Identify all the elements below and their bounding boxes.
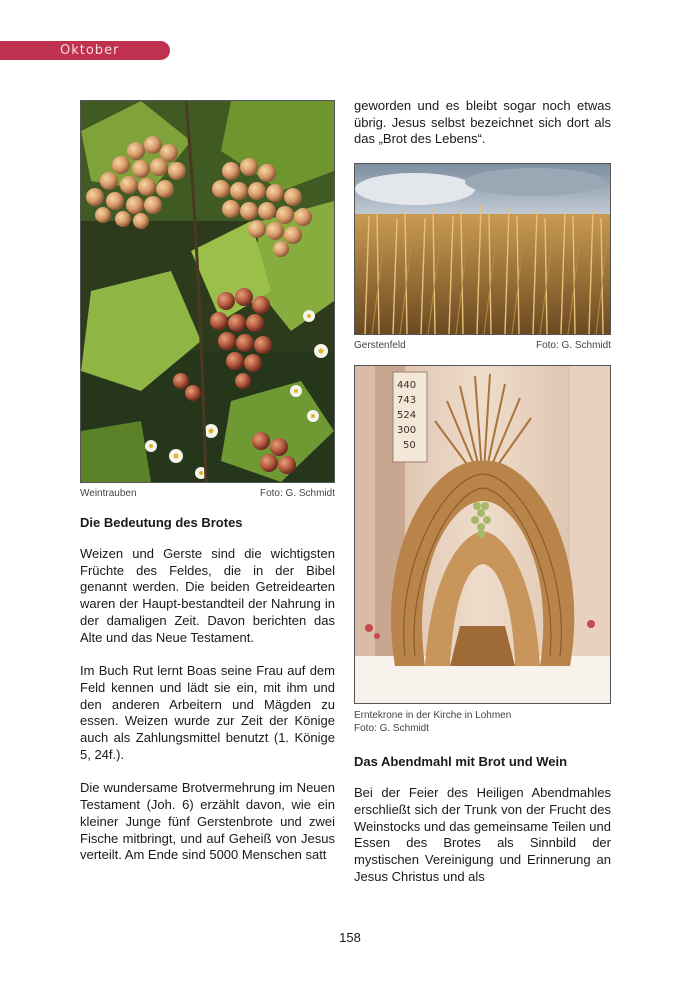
photo-barley-field (354, 163, 611, 335)
photo-barley-caption (354, 340, 611, 351)
month-tab (0, 41, 170, 60)
right-column (354, 98, 611, 885)
section-heading-bread: Die Bedeutung des Brotes (80, 515, 243, 530)
paragraph: Im Buch Rut lernt Boas seine Frau auf dem Feld kennen und lädt sie ein, mit ihm und den anderen Arbeitern und Mägden zu essen. Weizen wurde zur Zeit der Könige auch als Zahlungsmittel benutzt (1. Könige 5, 24f.). (80, 663, 335, 762)
photo-harvest-crown (354, 365, 611, 704)
hymn-number: 440 (397, 380, 417, 392)
caption-text: Weintrauben (80, 488, 137, 499)
left-column (80, 100, 335, 864)
paragraph-continuation: geworden und es bleibt sogar noch etwas übrig. Jesus selbst bezeichnet sich dort als das „Brot des Lebens“. (354, 98, 611, 147)
paragraph: Bei der Feier des Heiligen Abendmahles erschließt sich der Trunk von der Frucht des Weinstocks und das gemeinsame Teilen und Essen des Brotes als Sinnbild der mystischen Vereinigung und Erinnerung an Jesus Christus und als (354, 785, 611, 884)
photo-grapes-caption (80, 488, 335, 499)
photo-credit: Foto: G. Schmidt (354, 723, 430, 735)
hymn-number: 524 (397, 410, 417, 422)
photo-credit: Foto: G. Schmidt (535, 340, 611, 352)
hymn-number: 50 (403, 440, 416, 452)
section-heading-communion: Das Abendmahl mit Brot und Wein (354, 754, 568, 770)
page-number: 158 (339, 930, 361, 945)
paragraph: Weizen und Gerste sind die wichtigsten Früchte des Feldes, die in der Bibel genannt werden. Die beiden Getreidearten waren der Haupt-bestandteil der Nahrung in der damaligen Zeit. Davon berichten das Alte und das Neue Testament. (80, 546, 335, 645)
hymn-number: 300 (397, 425, 417, 437)
photo-harvest-crown-caption (354, 709, 611, 735)
caption-text: Erntekrone in der Kirche in Lohmen (354, 710, 512, 722)
photo-credit: Foto: G. Schmidt (259, 488, 335, 499)
hymn-number: 743 (397, 395, 417, 407)
photo-grapes (80, 100, 335, 483)
month-label: Oktober (60, 43, 120, 58)
caption-text: Gerstenfeld (354, 340, 406, 352)
paragraph: Die wundersame Brotvermehrung im Neuen Testament (Joh. 6) erzählt davon, wie ein kleiner Junge fünf Gerstenbrote und zwei Fische mitbringt, und auf Geheiß von Jesus verteilt. Am Ende sind 5000 Menschen satt (80, 780, 335, 863)
